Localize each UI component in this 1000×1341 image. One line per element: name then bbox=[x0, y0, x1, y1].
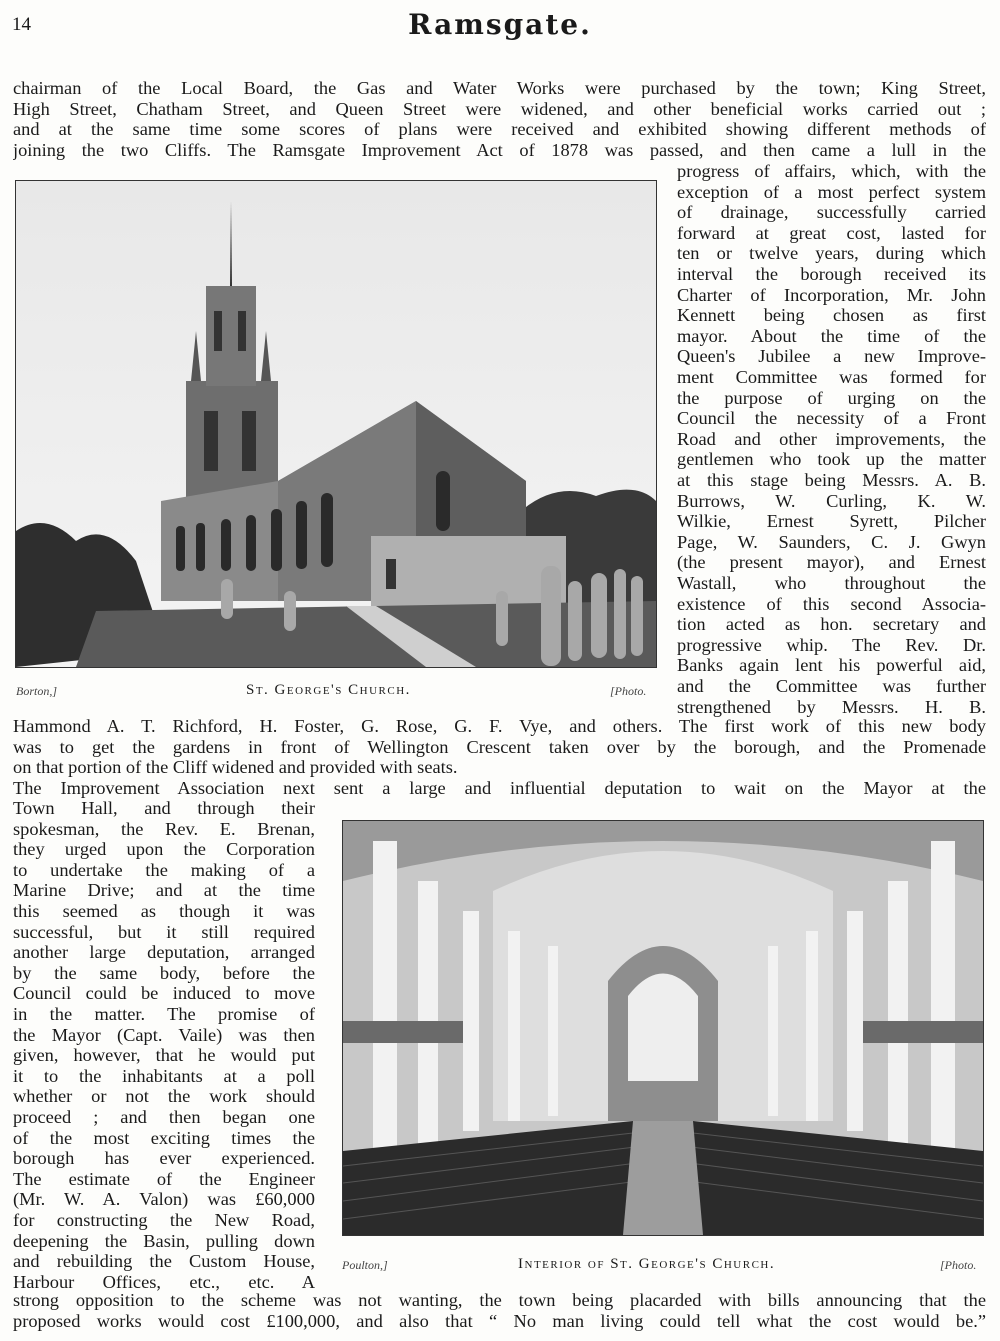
text-line: ten or twelve years, during which bbox=[677, 243, 986, 264]
exterior-photo-credit: Borton,] bbox=[16, 684, 58, 698]
text-line: Burrows, W. Curling, K. W. bbox=[677, 490, 986, 511]
text-line: joining the two Cliffs. The Ramsgate Improvement Act of 1878 was passed, and then came a lull in the bbox=[13, 139, 986, 160]
text-line: and rebuilding the Custom House, bbox=[13, 1251, 315, 1272]
text-line: exception of a most perfect system bbox=[677, 181, 986, 202]
text-line: progress of affairs, which, with the bbox=[677, 161, 986, 181]
text-line: Page, W. Saunders, C. J. Gwyn bbox=[677, 531, 986, 552]
text-line: Road and other improvements, the bbox=[677, 428, 986, 449]
text-line: forward at great cost, lasted for bbox=[677, 222, 986, 243]
text-line: The Improvement Association next sent a large and influential deputation to wait on the Mayor at the bbox=[13, 777, 986, 798]
text-line: Queen's Jubilee a new Improve- bbox=[677, 346, 986, 367]
text-line: (the present mayor), and Ernest bbox=[677, 552, 986, 573]
interior-photo-credit: Poulton,] bbox=[342, 1258, 388, 1272]
text-line: Council the necessity of a Front bbox=[677, 408, 986, 429]
text-line: The estimate of the Engineer bbox=[13, 1168, 315, 1189]
text-line: Charter of Incorporation, Mr. John bbox=[677, 284, 986, 305]
text-line: in the matter. The promise of bbox=[13, 1004, 315, 1024]
text-line: Harbour Offices, etc., etc. A bbox=[13, 1271, 315, 1292]
text-line: of drainage, successfully carried bbox=[677, 202, 986, 223]
text-line: the Mayor (Capt. Vaile) was then bbox=[13, 1024, 315, 1045]
text-line: spokesman, the Rev. E. Brenan, bbox=[13, 818, 315, 839]
text-line: strong opposition to the scheme was not wanting, the town being placarded with bills announcing that the bbox=[13, 1290, 986, 1310]
text-line: and the Committee was further bbox=[677, 676, 986, 696]
text-line: proceed ; and then began one bbox=[13, 1107, 315, 1127]
text-line: on that portion of the Cliff widened and provided with seats. bbox=[13, 757, 458, 778]
text-line: (Mr. W. A. Valon) was £60,000 bbox=[13, 1189, 315, 1210]
text-line: the purpose of urging on the bbox=[677, 387, 986, 408]
text-line: was to get the gardens in front of Wellington Crescent taken over by the borough, and the Promenade bbox=[13, 736, 986, 757]
text-line: deepening the Basin, pulling down bbox=[13, 1230, 315, 1251]
text-line: Marine Drive; and at the time bbox=[13, 880, 315, 901]
text-line: another large deputation, arranged bbox=[13, 942, 315, 963]
text-line: proposed works would cost £100,000, and also that “ No man living could tell what the cost would be.” bbox=[13, 1310, 986, 1331]
text-line: Council could be induced to move bbox=[13, 983, 315, 1004]
text-line: mayor. About the time of the bbox=[677, 325, 986, 346]
church-interior-photo bbox=[342, 820, 984, 1236]
text-line: tion acted as hon. secretary and bbox=[677, 614, 986, 635]
text-line: Wilkie, Ernest Syrett, Pilcher bbox=[677, 511, 986, 532]
text-line: Wastall, who throughout the bbox=[677, 573, 986, 593]
interior-photo-credit-right: [Photo. bbox=[940, 1258, 977, 1272]
text-line: chairman of the Local Board, the Gas and Water Works were purchased by the town; King Street, bbox=[13, 78, 986, 98]
text-line: given, however, that he would put bbox=[13, 1045, 315, 1066]
text-line: they urged upon the Corporation bbox=[13, 839, 315, 860]
text-line: by the same body, before the bbox=[13, 962, 315, 983]
text-line: Town Hall, and through their bbox=[13, 798, 315, 818]
text-line: whether or not the work should bbox=[13, 1086, 315, 1107]
exterior-photo-caption: St. George's Church. bbox=[246, 682, 411, 698]
text-line: interval the borough received its bbox=[677, 264, 986, 284]
text-line: of the most exciting times the bbox=[13, 1127, 315, 1148]
text-line: it to the inhabitants at a poll bbox=[13, 1065, 315, 1086]
text-line: Hammond A. T. Richford, H. Foster, G. Rose, G. F. Vye, and others. The first work of this new body bbox=[13, 716, 986, 736]
exterior-photo-credit-right: [Photo. bbox=[610, 684, 647, 698]
text-line: Kennett being chosen as first bbox=[677, 305, 986, 326]
text-line: at this stage being Messrs. A. B. bbox=[677, 470, 986, 490]
text-line: gentlemen who took up the matter bbox=[677, 449, 986, 470]
text-line: High Street, Chatham Street, and Queen Street were widened, and other beneficial works carried out ; bbox=[13, 98, 986, 119]
text-line: strengthened by Messrs. H. B. bbox=[677, 696, 986, 717]
interior-photo-caption: Interior of St. George's Church. bbox=[518, 1256, 776, 1272]
text-line: and at the same time some scores of plans were received and exhibited showing different methods of bbox=[13, 119, 986, 140]
text-line: this seemed as though it was bbox=[13, 901, 315, 921]
text-line: borough has ever experienced. bbox=[13, 1148, 315, 1169]
text-line: to undertake the making of a bbox=[13, 859, 315, 880]
text-line: existence of this second Associa- bbox=[677, 593, 986, 614]
text-line: Banks again lent his powerful aid, bbox=[677, 655, 986, 676]
text-line: for constructing the New Road, bbox=[13, 1210, 315, 1230]
text-line: progressive whip. The Rev. Dr. bbox=[677, 634, 986, 655]
page-number: 14 bbox=[12, 14, 31, 35]
running-title: Ramsgate. bbox=[408, 8, 592, 41]
text-line: ment Committee was formed for bbox=[677, 367, 986, 387]
text-line: successful, but it still required bbox=[13, 921, 315, 942]
church-exterior-photo bbox=[15, 180, 657, 668]
